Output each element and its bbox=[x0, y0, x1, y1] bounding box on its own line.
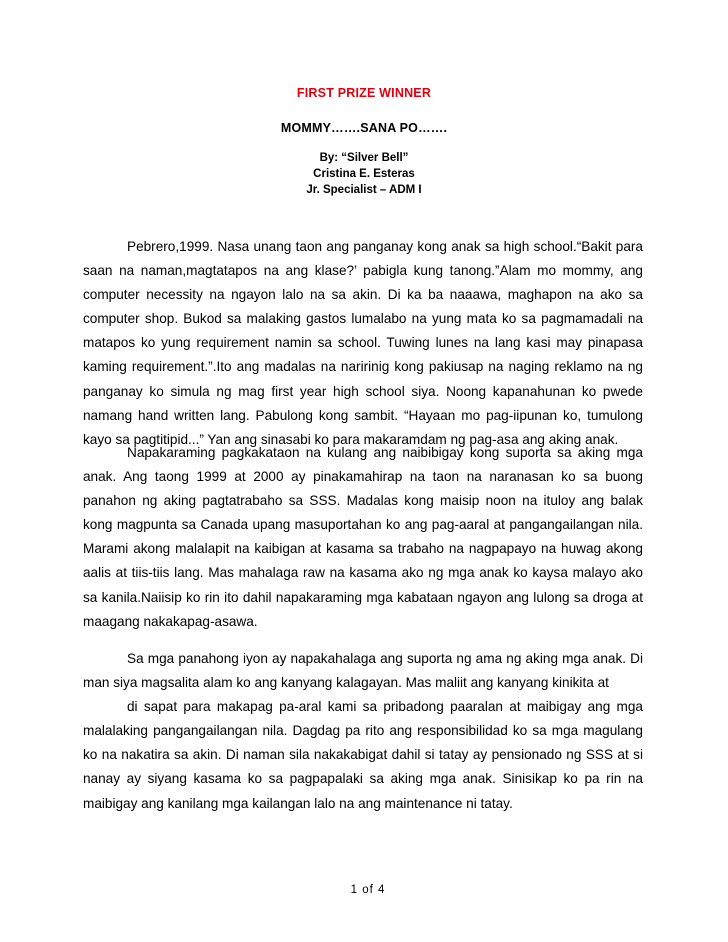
paragraph-3-container bbox=[83, 647, 643, 816]
page-number: 1 of 4 bbox=[350, 884, 386, 896]
paragraph-3-part-a: Sa mga panahong iyon ay napakahalaga ang suporta ng ama ng aking mga anak. Di man siya magsalita alam ko ang kanyang kalagayan. Mas maliit ang kanyang kinikita at bbox=[83, 651, 643, 691]
paragraph-2-container bbox=[83, 441, 643, 634]
byline-position: Jr. Specialist – ADM I bbox=[306, 184, 422, 196]
paragraph-2: Napakaraming pagkakataon na kulang ang naibibigay kong suporta sa aking mga anak. Ang taong 1999 at 2000 ay pinakamahirap na taon na naranasan ko sa buong panahon ng aking pagtatrabaho sa SSS. Madalas kong maisip noon na ituloy ang balak kong magpunta sa Canada upang masuportahan ko ang pag-aaral at pangangailangan nila. Marami akong malalapit na kaibigan at kasama sa trabaho na nagpapayo na huwag akong aalis at tiis-tiis lang. Mas mahalaga raw na kasama ako ng mga anak ko kaysa malayo ako sa kanila.Naiisip ko rin ito dahil napakaraming mga kabataan ngayon ang lulong sa droga at maagang nakakapag-asawa. bbox=[83, 445, 643, 629]
essay-title: MOMMY…….SANA PO……. bbox=[280, 121, 448, 135]
paragraph-1-container bbox=[83, 235, 643, 452]
paragraph-3-part-b: di sapat para makapag pa-aral kami sa pribadong paaralan at maibigay ang mga malalaking pangangailangan nila. Dagdag pa rito ang responsibilidad ko sa mga magulang ko na nakatira sa akin. Di naman sila nakakabigat dahil si tatay ay pensionado ng SSS at si nanay ay siyang kasama ko sa pagpapalaki sa aking mga anak. Sinisikap ko pa rin na maibigay ang kanilang mga kailangan lalo na ang maintenance ni tatay. bbox=[83, 699, 643, 811]
paragraph-1: Pebrero,1999. Nasa unang taon ang panganay kong anak sa high school.“Bakit para saan na naman,magtatapos na ang klase?’ pabigla kung tanong.”Alam mo mommy, ang computer necessity na ngayon lalo na sa akin. Di ka ba naaawa, maghapon na ako sa computer shop. Bukod sa malaking gastos lumalabo na yung mata ko sa pagmamadali na matapos ko yung requirement namin sa school. Tuwing lunes na lang kasi may pinapasa kaming requirement.”.Ito ang madalas na naririnig kong pakiusap na naging reklamo na ng panganay ko simula ng mag first year high school siya. Noong kapanahunan ko pwede namang hand written lang. Pabulong kong sambit. “Hayaan mo pag-iipunan ko, tumulong kayo sa pagtitipid...” Yan ang sinasabi ko para makaramdam ng pag-asa ang aking anak. bbox=[83, 239, 643, 447]
award-heading: FIRST PRIZE WINNER bbox=[296, 86, 432, 100]
byline-author-name: Cristina E. Esteras bbox=[313, 168, 415, 180]
byline-pen-name: By: “Silver Bell” bbox=[319, 152, 409, 164]
